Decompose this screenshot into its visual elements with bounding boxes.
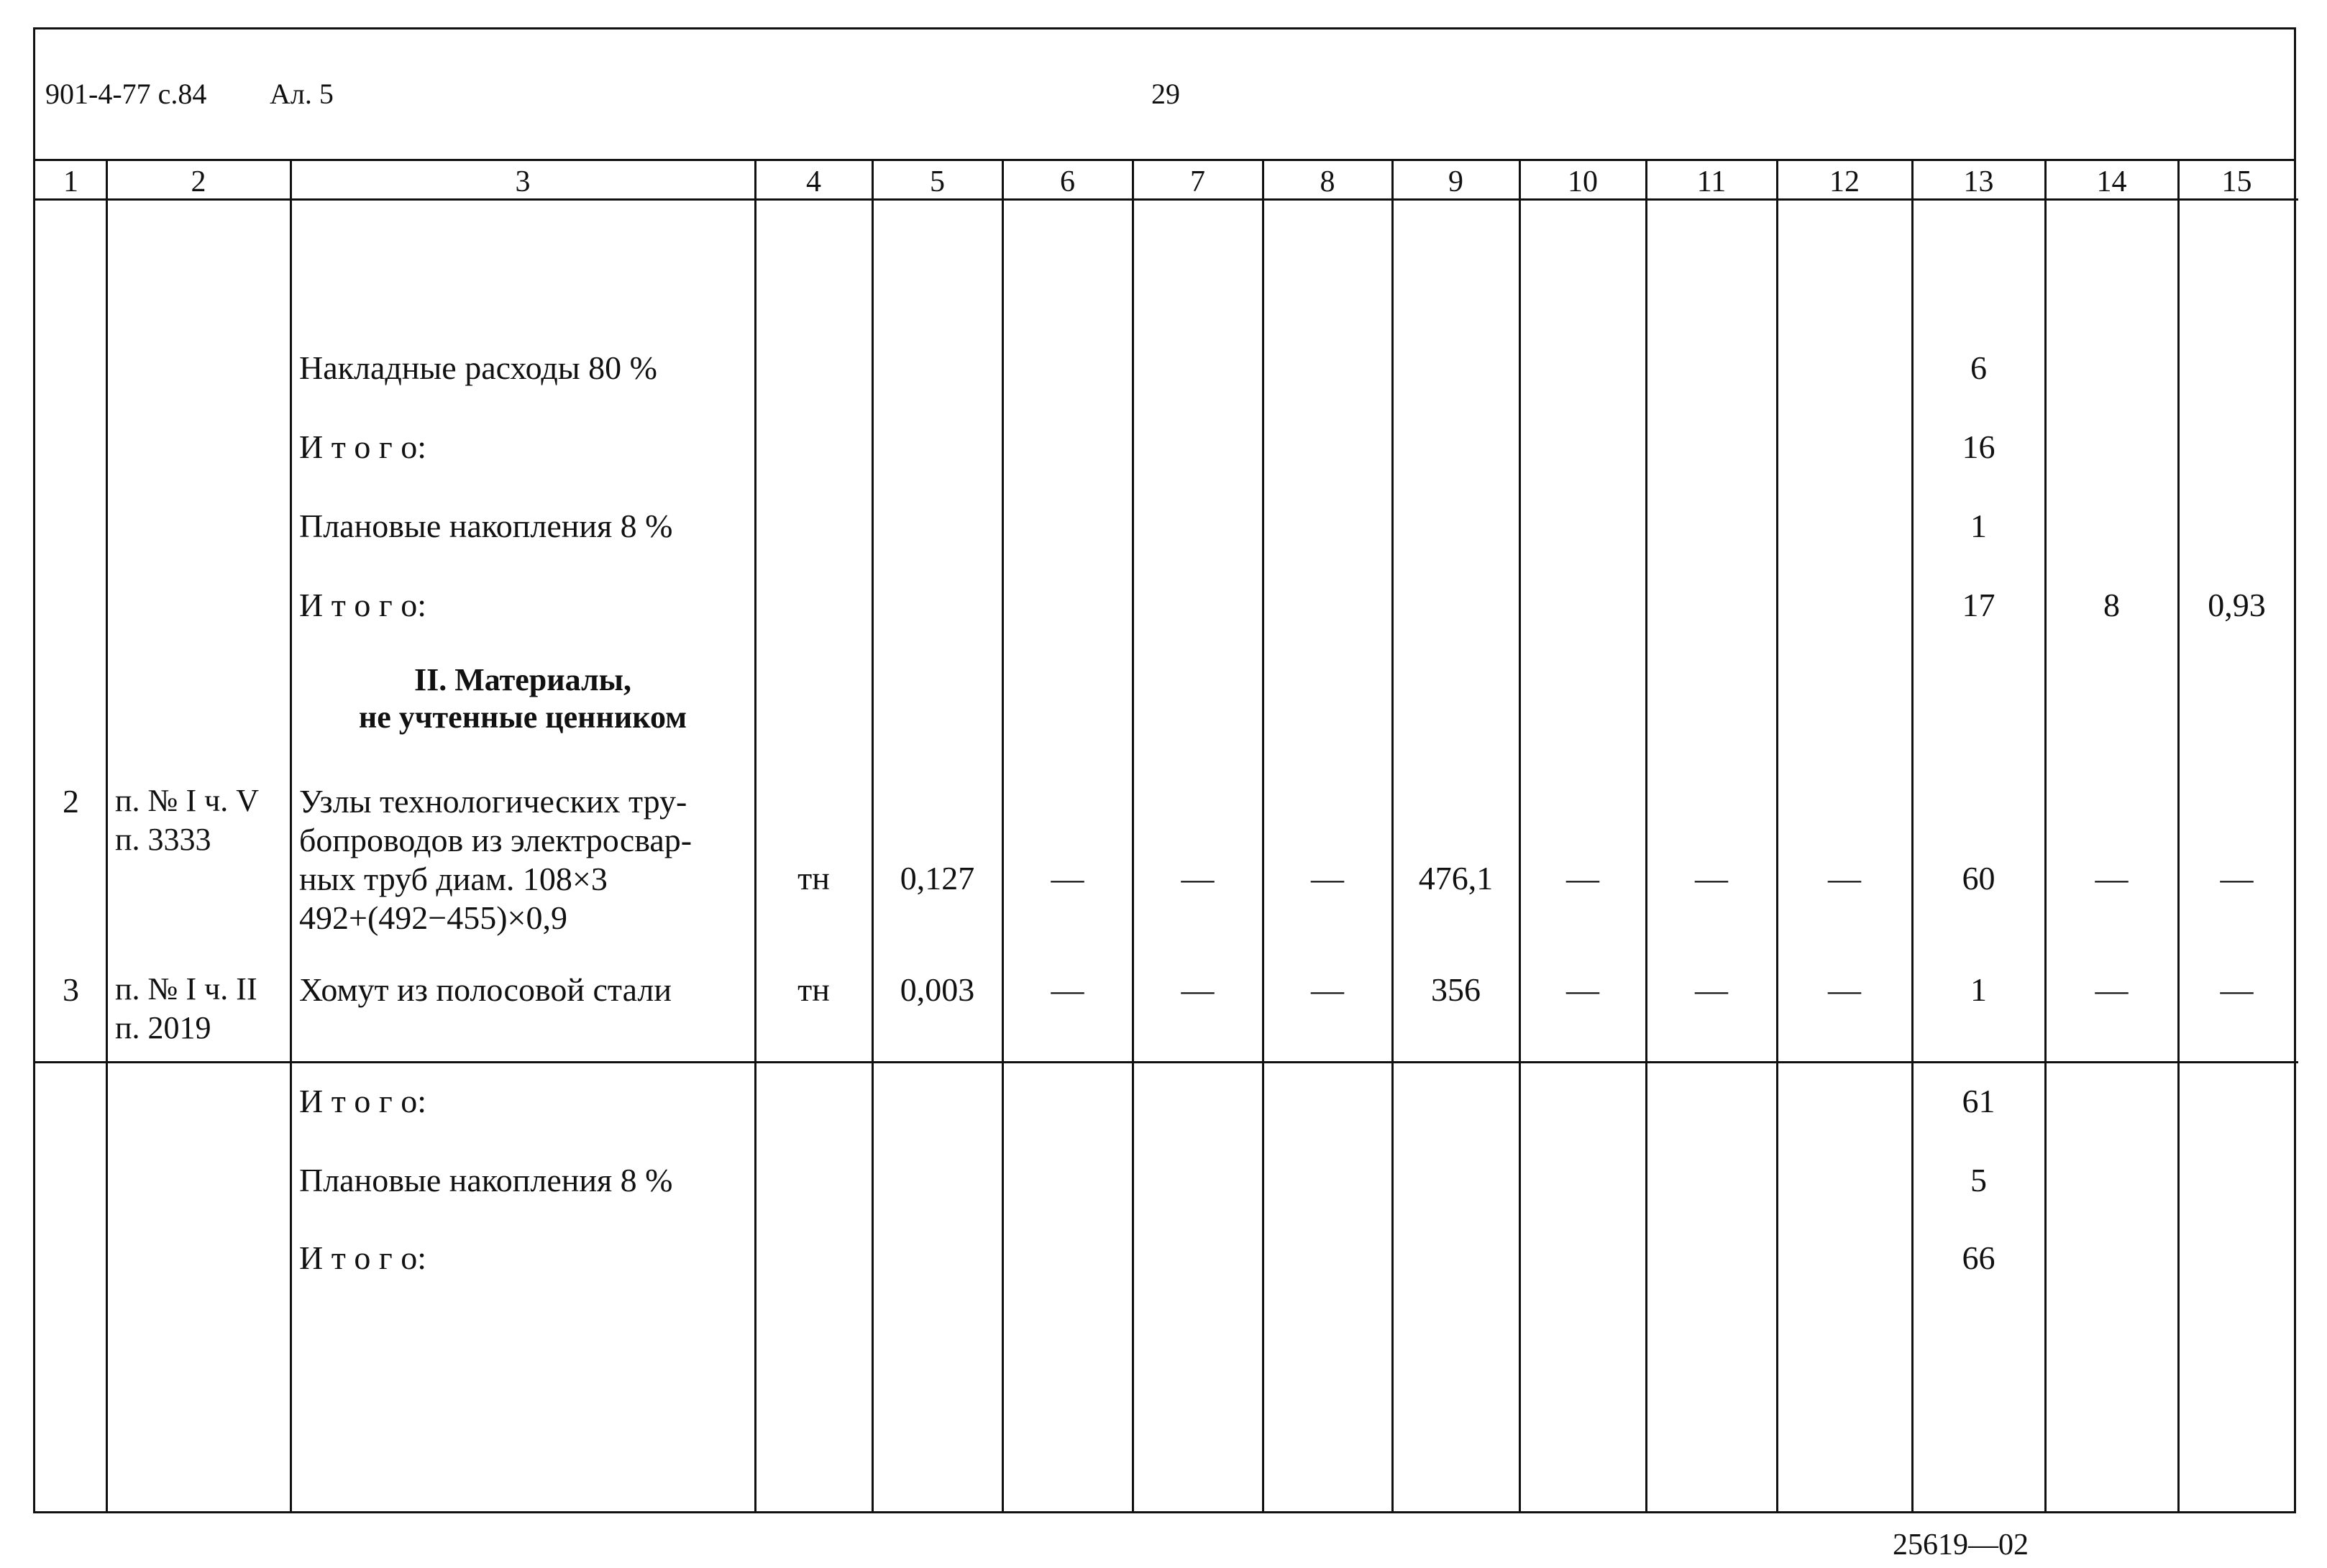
column-header: 12 [1829,165,1860,198]
row-label: И т о г о: [299,428,426,465]
column-divider [1262,159,1264,1513]
total-value: 66 [1962,1239,1995,1276]
item-reference: п. № I ч. II [115,971,257,1007]
sheet-number: Ал. 5 [270,78,334,110]
column-header: 13 [1963,165,1994,198]
value-col14: 8 [2103,587,2120,623]
value-c14: — [2095,860,2129,897]
row-label: Плановые накопления 8 % [299,1162,673,1198]
value-c10: — [1566,971,1599,1008]
value-c5: 0,003 [900,971,975,1008]
page-number: 29 [1151,78,1180,110]
column-divider [2177,159,2180,1513]
column-divider [1776,159,1778,1513]
value-c13: 1 [1970,971,1987,1008]
value-c9: 356 [1431,971,1481,1008]
column-divider [754,159,756,1513]
column-header: 3 [515,165,531,198]
value-c13: 60 [1962,860,1995,897]
column-divider [1391,159,1394,1513]
sheet-header [35,29,2294,161]
column-divider [872,159,874,1513]
item-reference: п. 3333 [115,822,211,857]
section-subtitle: не учтенные ценником [358,700,687,735]
value-col15: 0,93 [2208,587,2266,623]
item-name: 492+(492−455)×0,9 [299,899,567,936]
value-c6: — [1051,860,1084,897]
total-value: 1 [1970,508,1987,544]
value-c11: — [1695,860,1728,897]
column-header: 9 [1448,165,1463,198]
item-name: Хомут из полосовой стали [299,971,672,1008]
section-divider [35,1061,2298,1063]
value-c8: — [1311,971,1344,1008]
row-label: И т о г о: [299,587,426,623]
column-divider [106,159,108,1513]
column-header: 1 [63,165,78,198]
value-c12: — [1828,971,1861,1008]
total-value: 61 [1962,1083,1995,1119]
item-name: бопроводов из электросвар- [299,822,692,858]
value-c15: — [2220,860,2254,897]
row-label: Накладные расходы 80 % [299,349,657,386]
column-header: 6 [1060,165,1075,198]
item-name: ных труб диам. 108×3 [299,861,608,897]
column-divider [1645,159,1647,1513]
row-label: Плановые накопления 8 % [299,508,673,544]
column-header: 15 [2221,165,2252,198]
document-code: 901-4-77 с.84 [45,78,207,110]
footer-code: 25619—02 [1893,1528,2029,1562]
document-frame [33,27,2296,1513]
value-c7: — [1181,860,1215,897]
item-number: 2 [63,783,79,820]
total-value: 16 [1962,428,1995,465]
total-value: 5 [1970,1162,1987,1198]
row-label: И т о г о: [299,1239,426,1276]
row-label: И т о г о: [299,1083,426,1119]
column-header: 7 [1190,165,1205,198]
value-c5: 0,127 [900,860,975,897]
value-c7: — [1181,971,1215,1008]
value-c6: — [1051,971,1084,1008]
item-name: Узлы технологических тру- [299,783,687,820]
column-header: 4 [806,165,821,198]
total-value: 6 [1970,349,1987,386]
column-header: 11 [1696,165,1727,198]
value-c10: — [1566,860,1599,897]
unit-cell: тн [797,860,830,897]
value-c12: — [1828,860,1861,897]
value-c15: — [2220,971,2254,1008]
section-title: II. Материалы, [413,662,632,697]
value-c9: 476,1 [1418,860,1494,897]
total-value: 17 [1962,587,1995,623]
column-header: 14 [2096,165,2127,198]
column-header: 8 [1320,165,1335,198]
value-c14: — [2095,971,2129,1008]
item-reference: п. 2019 [115,1010,211,1045]
column-divider [1132,159,1134,1513]
unit-cell: тн [797,971,830,1008]
column-header: 5 [930,165,945,198]
item-reference: п. № I ч. V [115,783,260,818]
column-divider [1519,159,1521,1513]
column-header: 2 [191,165,206,198]
column-divider [290,159,292,1513]
column-divider [1002,159,1004,1513]
column-header: 10 [1568,165,1598,198]
item-number: 3 [63,971,79,1008]
value-c8: — [1311,860,1344,897]
value-c11: — [1695,971,1728,1008]
